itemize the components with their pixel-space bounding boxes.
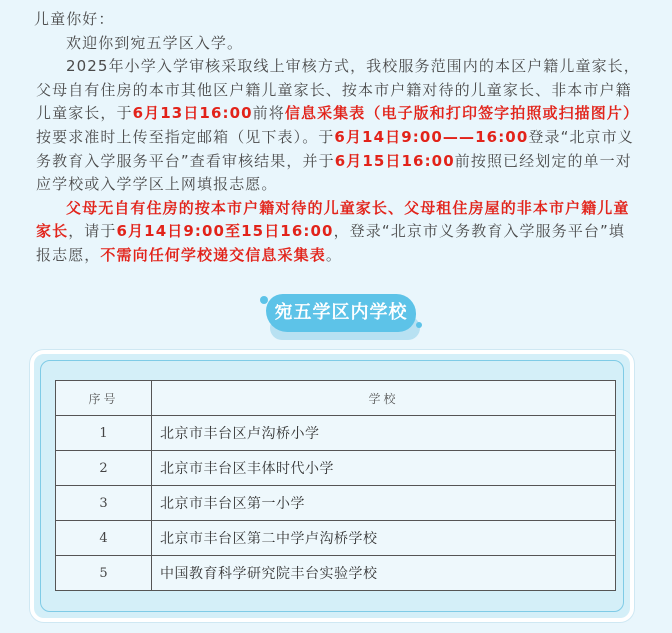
review-paragraph — [36, 55, 640, 197]
notice-article — [36, 8, 640, 268]
row-number: 2 — [56, 451, 152, 486]
row-number: 1 — [56, 416, 152, 451]
header-school: 学校 — [152, 381, 616, 416]
title-dot-decoration — [416, 322, 422, 328]
deadline-upload: 6月13日16:00 — [132, 104, 253, 123]
school-name: 中国教育科学研究院丰台实验学校 — [152, 556, 616, 591]
school-table — [55, 380, 616, 591]
section-title-badge — [256, 290, 426, 342]
para1-text-4: 登录“北京市义务教育入学服务平台”查看审核结果，并于 — [36, 127, 634, 170]
para1-text-2: 前将 — [252, 104, 285, 123]
special-parents-note: 父母无自有住房的按本市户籍对待的儿童家长、父母租住房屋的非本市户籍儿童家长 — [36, 198, 630, 241]
row-number: 3 — [56, 486, 152, 521]
info-form-note: 信息采集表（电子版和打印签字拍照或扫描图片） — [284, 104, 640, 123]
school-name: 北京市丰台区丰体时代小学 — [152, 451, 616, 486]
welcome-line: 欢迎你到宛五学区入学。 — [66, 33, 244, 52]
school-name: 北京市丰台区卢沟桥小学 — [152, 416, 616, 451]
no-submission-note: 不需向任何学校递交信息采集表 — [100, 245, 326, 264]
school-name: 北京市丰台区第一小学 — [152, 486, 616, 521]
section-title: 宛五学区内学校 — [266, 294, 416, 332]
table-row — [56, 521, 616, 556]
application-deadline: 6月15日16:00 — [334, 151, 455, 170]
para2-text-2: ，登录“北京市义务教育入学服务平台”填报志愿， — [36, 222, 626, 264]
para1-text-5: 前按照已经划定的单一对应学校或入学学区上网填报志愿。 — [36, 151, 632, 194]
table-row — [56, 416, 616, 451]
para2-text-3: 。 — [325, 245, 342, 264]
special-paragraph — [36, 197, 640, 268]
table-row — [56, 486, 616, 521]
para1-text-1: 2025年小学入学审核采取线上审核方式，我校服务范围内的本区户籍儿童家长，父母自有住房的本市其他区户籍儿童家长、按本市户籍对待的儿童家长、非本市户籍儿童家长，于 — [36, 57, 640, 123]
row-number: 5 — [56, 556, 152, 591]
para2-text-1: ，请于 — [68, 222, 117, 241]
row-number: 4 — [56, 521, 152, 556]
table-row — [56, 451, 616, 486]
table-row — [56, 556, 616, 591]
school-name: 北京市丰台区第二中学卢沟桥学校 — [152, 521, 616, 556]
special-application-time: 6月14日9:00至15日16:00 — [116, 222, 334, 241]
table-header-row — [56, 381, 616, 416]
header-number: 序号 — [56, 381, 152, 416]
para1-text-3: 按要求准时上传至指定邮箱（见下表）。于 — [36, 127, 335, 146]
result-check-time: 6月14日9:00——16:00 — [334, 127, 529, 146]
greeting: 儿童你好： — [34, 10, 115, 28]
